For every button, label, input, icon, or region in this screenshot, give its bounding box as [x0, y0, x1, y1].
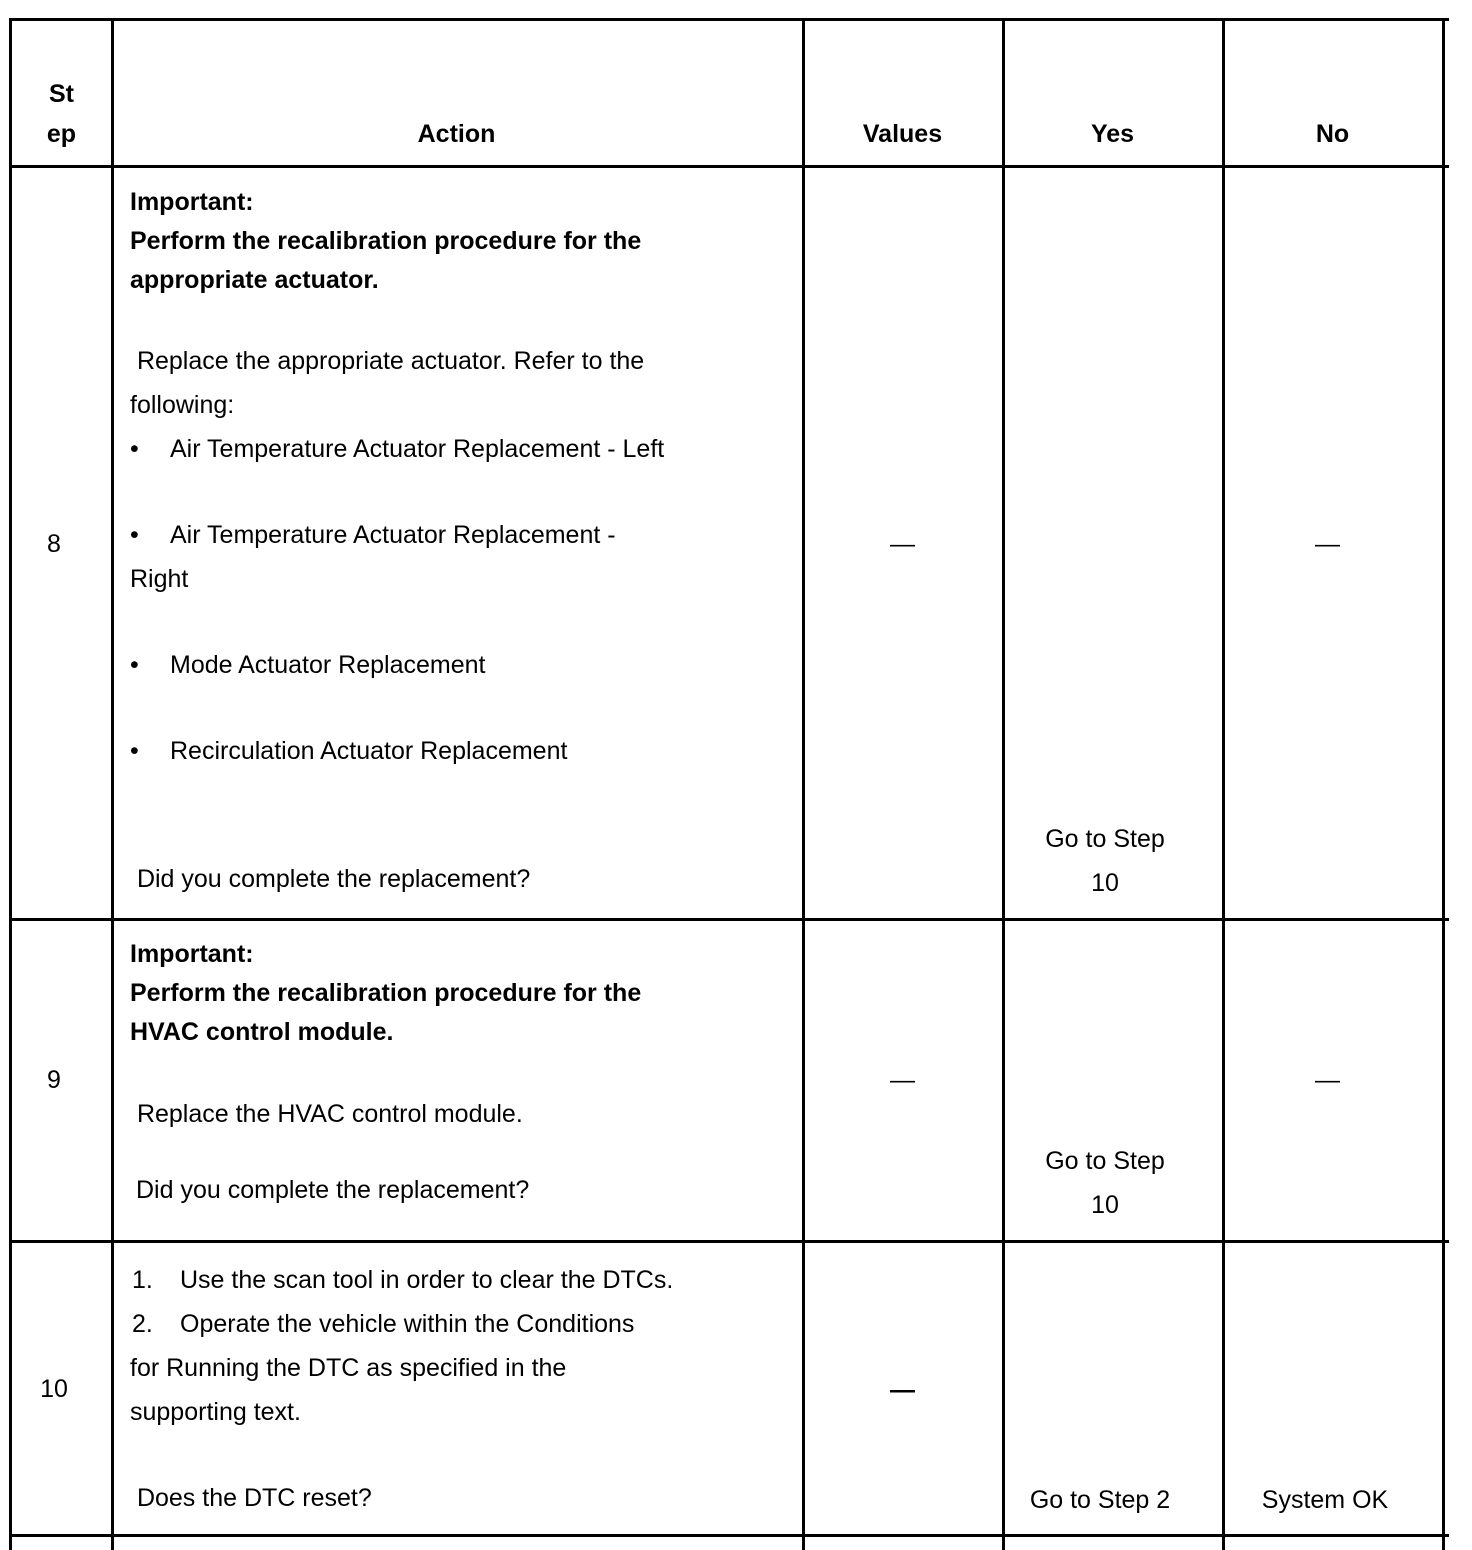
- row-8-step: 8: [47, 530, 61, 558]
- row-10-action: [130, 1258, 795, 1520]
- list-item-number: 2.: [132, 1310, 153, 1338]
- row-divider-9-10: [9, 1240, 1449, 1243]
- header-yes: Yes: [1090, 120, 1135, 148]
- header-step-line1: St: [49, 80, 74, 108]
- list-item: [130, 643, 795, 687]
- list-item: [130, 729, 795, 773]
- header-step-line2: ep: [46, 120, 77, 148]
- row-8-note-line1: Perform the recalibration procedure for the: [130, 227, 642, 255]
- table-border-bottom: [9, 1534, 1449, 1537]
- list-item-text: Operate the vehicle within the Conditions: [180, 1310, 635, 1338]
- row-9-note-line2: HVAC control module.: [130, 1018, 394, 1046]
- row-9-question: Did you complete the replacement?: [136, 1176, 530, 1204]
- row-9-step: 9: [47, 1066, 61, 1094]
- list-item-text: Recirculation Actuator Replacement: [170, 737, 568, 765]
- row-9-yes-line1: Go to Step: [1045, 1147, 1165, 1175]
- header-values: Values: [862, 120, 943, 148]
- row-9-instruction: Replace the HVAC control module.: [130, 1100, 523, 1128]
- row-8-note-line2: appropriate actuator.: [130, 266, 379, 294]
- row-8-question: Did you complete the replacement?: [130, 865, 531, 893]
- column-divider-yes-no: [1222, 18, 1225, 1550]
- list-item: [130, 1258, 795, 1302]
- row-9-no: —: [1315, 1066, 1340, 1094]
- bullet-icon: •: [130, 435, 139, 463]
- row-9-yes: [1005, 1139, 1205, 1227]
- row-10-step: 10: [40, 1375, 68, 1403]
- row-8-no: —: [1315, 530, 1340, 558]
- column-divider-action-values: [802, 18, 805, 1550]
- bullet-icon: •: [130, 737, 139, 765]
- table-border-left: [9, 18, 12, 1550]
- row-10-no: System OK: [1261, 1486, 1389, 1514]
- bullet-icon: •: [130, 521, 139, 549]
- list-item-continuation: Right: [130, 565, 189, 593]
- list-item-text: Use the scan tool in order to clear the DTCs.: [180, 1266, 674, 1294]
- table-border-top: [9, 18, 1449, 21]
- row-8-values: —: [890, 530, 915, 558]
- list-item-continuation: supporting text.: [130, 1398, 301, 1426]
- column-divider-values-yes: [1002, 18, 1005, 1550]
- list-item: [130, 427, 795, 471]
- row-9-important-label: Important:: [130, 940, 254, 968]
- list-item-continuation: for Running the DTC as specified in the: [130, 1354, 567, 1382]
- row-divider-8-9: [9, 918, 1449, 921]
- column-divider-step-action: [111, 18, 114, 1550]
- list-item: [130, 513, 795, 557]
- row-9-action: [130, 935, 795, 1212]
- list-item-text: Air Temperature Actuator Replacement - Left: [170, 435, 665, 463]
- row-8-yes-line1: Go to Step: [1045, 825, 1165, 853]
- row-9-note-line1: Perform the recalibration procedure for the: [130, 979, 642, 1007]
- list-item-text: Air Temperature Actuator Replacement -: [170, 521, 616, 549]
- row-8-instruction-line2: following:: [130, 391, 235, 419]
- row-8-instruction-line1: Replace the appropriate actuator. Refer to the: [130, 347, 645, 375]
- row-8-important-label: Important:: [130, 188, 254, 216]
- header-action: Action: [417, 120, 496, 148]
- table-border-right: [1442, 18, 1445, 1550]
- row-8-yes: [1005, 817, 1205, 905]
- list-item-text: Mode Actuator Replacement: [170, 651, 486, 679]
- row-10-yes: Go to Step 2: [1029, 1486, 1171, 1514]
- bullet-icon: •: [130, 651, 139, 679]
- list-item: [130, 1302, 795, 1346]
- row-10-values: —: [890, 1376, 915, 1404]
- row-8-action: [130, 183, 795, 901]
- header-step: [14, 74, 109, 154]
- header-no: No: [1315, 120, 1350, 148]
- header-divider: [9, 165, 1449, 168]
- row-9-yes-line2: 10: [1091, 1191, 1119, 1219]
- row-10-question: Does the DTC reset?: [130, 1484, 372, 1512]
- row-8-yes-line2: 10: [1091, 869, 1119, 897]
- row-9-values: —: [890, 1066, 915, 1094]
- list-item-number: 1.: [132, 1266, 153, 1294]
